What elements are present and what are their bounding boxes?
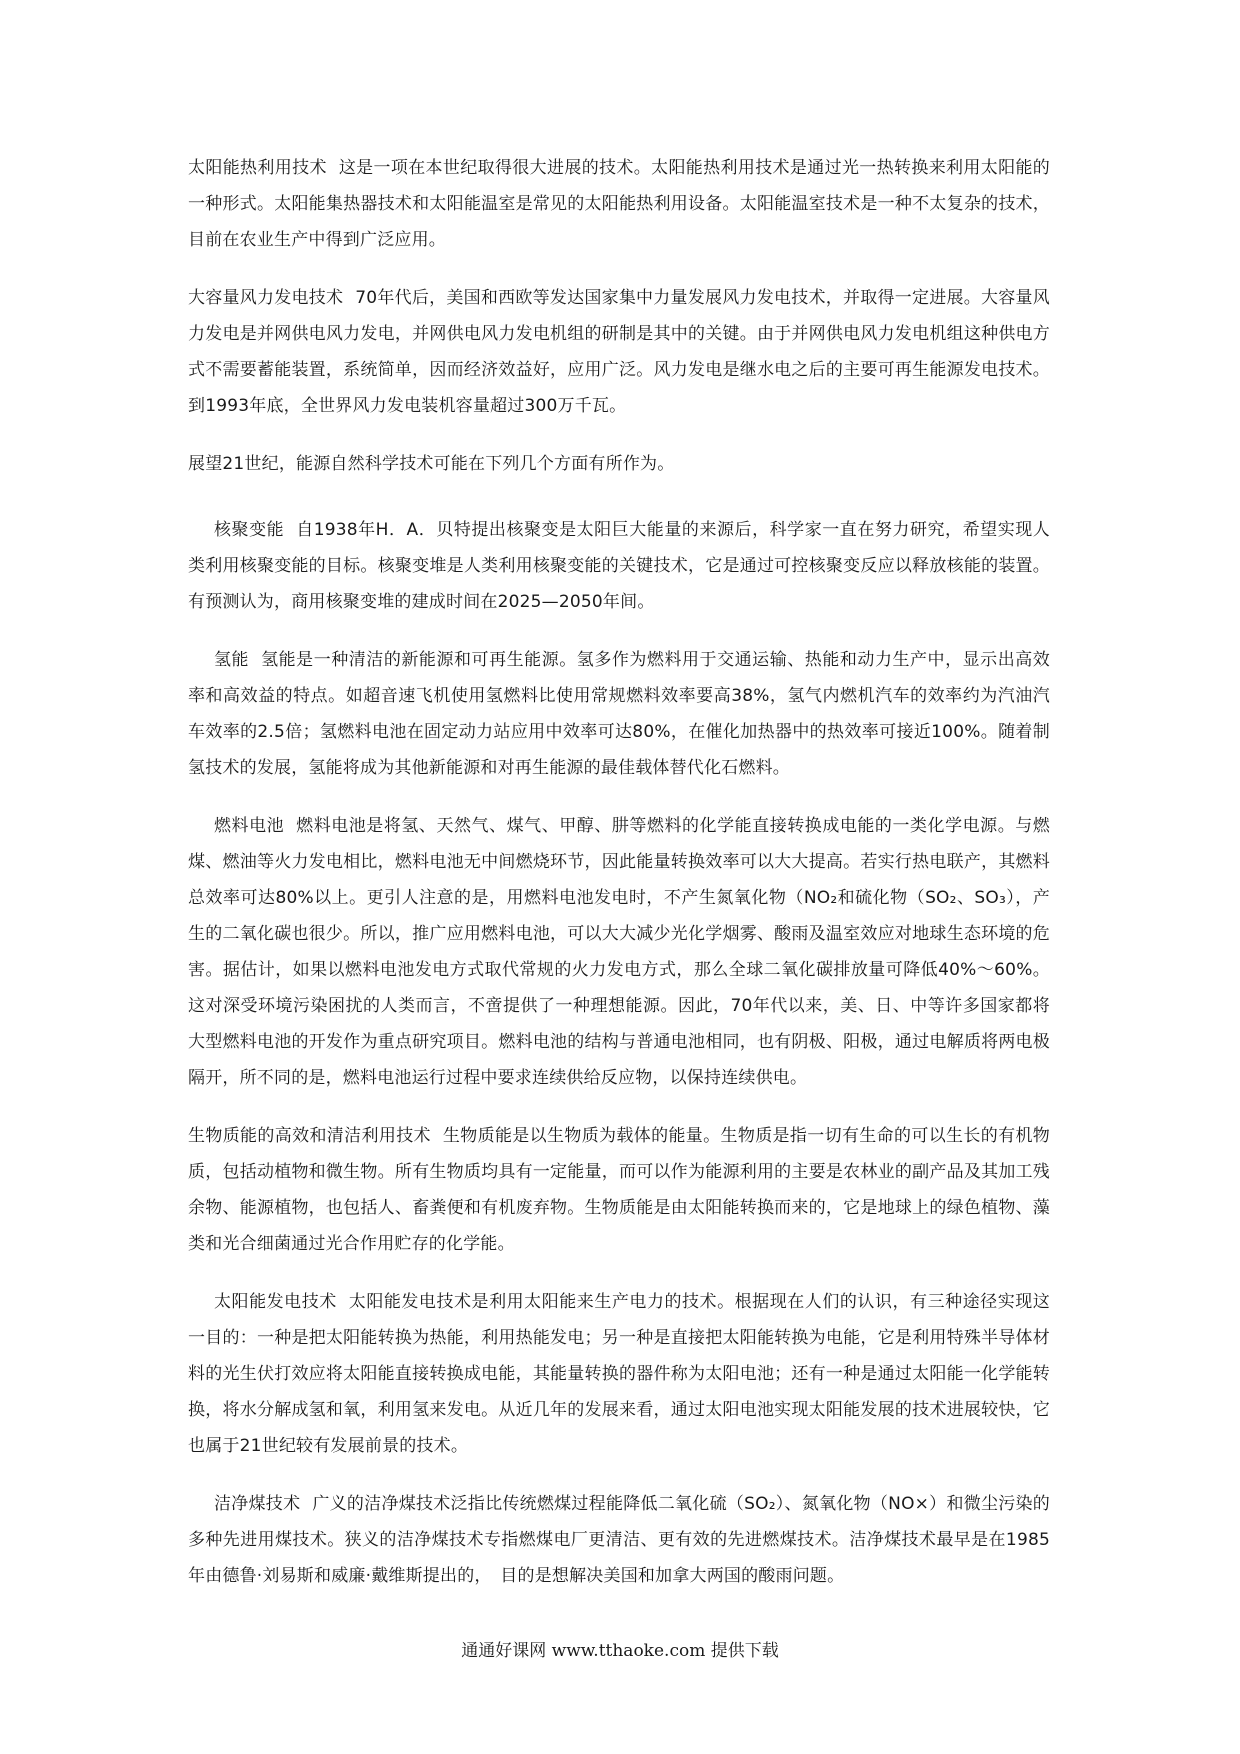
paragraph-wind-power	[188, 280, 1050, 424]
paragraph-clean-coal	[188, 1486, 1050, 1594]
paragraph-text: 70年代后，美国和西欧等发达国家集中力量发展风力发电技术，并取得一定进展。大容量风力发电是并网供电风力发电，并网供电风力发电机组的研制是其中的关键。由于并网供电风力发电机组这种供电方式不需要蓄能装置，系统简单，因而经济效益好，应用广泛。风力发电是继水电之后的主要可再生能源发电技术。到1993年底，全世界风力发电装机容量超过300万千瓦。	[188, 288, 1050, 416]
paragraph-fusion	[188, 512, 1050, 620]
paragraph-heading: 生物质能的高效和清洁利用技术	[188, 1126, 431, 1146]
paragraph-biomass	[188, 1118, 1050, 1262]
paragraph-solar-power	[188, 1284, 1050, 1464]
paragraph-heading: 核聚变能	[214, 520, 285, 540]
paragraph-text: 展望21世纪，能源自然科学技术可能在下列几个方面有所作为。	[188, 454, 675, 474]
paragraph-fuel-cell	[188, 808, 1050, 1096]
paragraph-text: 燃料电池是将氢、天然气、煤气、甲醇、肼等燃料的化学能直接转换成电能的一类化学电源。与燃煤、燃油等火力发电相比，燃料电池无中间燃烧环节，因此能量转换效率可以大大提高。若实行热电联产，其燃料总效率可达80%以上。更引人注意的是，用燃料电池发电时，不产生氮氧化物（NO₂和硫化物（SO₂、SO₃），产生的二氧化碳也很少。所以，推广应用燃料电池，可以大大减少光化学烟雾、酸雨及温室效应对地球生态环境的危害。据估计，如果以燃料电池发电方式取代常规的火力发电方式，那么全球二氧化碳排放量可降低40%～60%。这对深受环境污染困扰的人类而言，不啻提供了一种理想能源。因此，70年代以来，美、日、中等许多国家都将大型燃料电池的开发作为重点研究项目。燃料电池的结构与普通电池相同，也有阴极、阳极，通过电解质将两电极隔开，所不同的是，燃料电池运行过程中要求连续供给反应物，以保持连续供电。	[188, 816, 1050, 1088]
paragraph-heading: 太阳能热利用技术	[188, 158, 327, 178]
paragraph-text: 氢能是一种清洁的新能源和可再生能源。氢多作为燃料用于交通运输、热能和动力生产中，显示出高效率和高效益的特点。如超音速飞机使用氢燃料比使用常规燃料效率要高38%，氢气内燃机汽车的效率约为汽油汽车效率的2.5倍；氢燃料电池在固定动力站应用中效率可达80%，在催化加热器中的热效率可接近100%。随着制氢技术的发展，氢能将成为其他新能源和对再生能源的最佳载体替代化石燃料。	[188, 650, 1050, 778]
paragraph-heading: 氢能	[214, 650, 250, 670]
page-footer: 通通好课网 www.tthaoke.com 提供下载	[461, 1641, 779, 1661]
paragraph-heading: 洁净煤技术	[214, 1494, 301, 1514]
paragraph-heading: 燃料电池	[214, 816, 285, 836]
paragraph-hydrogen	[188, 642, 1050, 786]
paragraph-heading: 大容量风力发电技术	[188, 288, 344, 308]
paragraph-text: 这是一项在本世纪取得很大进展的技术。太阳能热利用技术是通过光一热转换来利用太阳能的一种形式。太阳能集热器技术和太阳能温室是常见的太阳能热利用设备。太阳能温室技术是一种不太复杂的技术，目前在农业生产中得到广泛应用。	[188, 158, 1051, 250]
paragraph-text: 生物质能是以生物质为载体的能量。生物质是指一切有生命的可以生长的有机物质，包括动植物和微生物。所有生物质均具有一定能量，而可以作为能源利用的主要是农林业的副产品及其加工残余物、能源植物，也包括人、畜粪便和有机废弃物。生物质能是由太阳能转换而来的，它是地球上的绿色植物、藻类和光合细菌通过光合作用贮存的化学能。	[188, 1126, 1050, 1254]
paragraph-text: 自1938年H．A．贝特提出核聚变是太阳巨大能量的来源后，科学家一直在努力研究，希望实现人类利用核聚变能的目标。核聚变堆是人类利用核聚变能的关键技术，它是通过可控核聚变反应以释放核能的装置。有预测认为，商用核聚变堆的建成时间在2025—2050年间。	[188, 520, 1050, 612]
paragraph-outlook	[188, 446, 1050, 482]
paragraph-solar-thermal	[188, 150, 1050, 258]
document-body	[188, 150, 1050, 1616]
paragraph-text: 太阳能发电技术是利用太阳能来生产电力的技术。根据现在人们的认识，有三种途径实现这一目的：一种是把太阳能转换为热能，利用热能发电；另一种是直接把太阳能转换为电能，它是利用特殊半导体材料的光生伏打效应将太阳能直接转换成电能，其能量转换的器件称为太阳电池；还有一种是通过太阳能一化学能转换，将水分解成氢和氧，利用氢来发电。从近几年的发展来看，通过太阳电池实现太阳能发展的技术进展较快，它也属于21世纪较有发展前景的技术。	[188, 1292, 1051, 1456]
paragraph-text: 广义的洁净煤技术泛指比传统燃煤过程能降低二氧化硫（SO₂）、氮氧化物（NO×）和微尘污染的多种先进用煤技术。狭义的洁净煤技术专指燃煤电厂更清洁、更有效的先进燃煤技术。洁净煤技术最早是在1985年由德鲁·刘易斯和威廉·戴维斯提出的， 目的是想解决美国和加拿大两国的酸雨问题。	[188, 1494, 1051, 1586]
paragraph-heading: 太阳能发电技术	[214, 1292, 337, 1312]
